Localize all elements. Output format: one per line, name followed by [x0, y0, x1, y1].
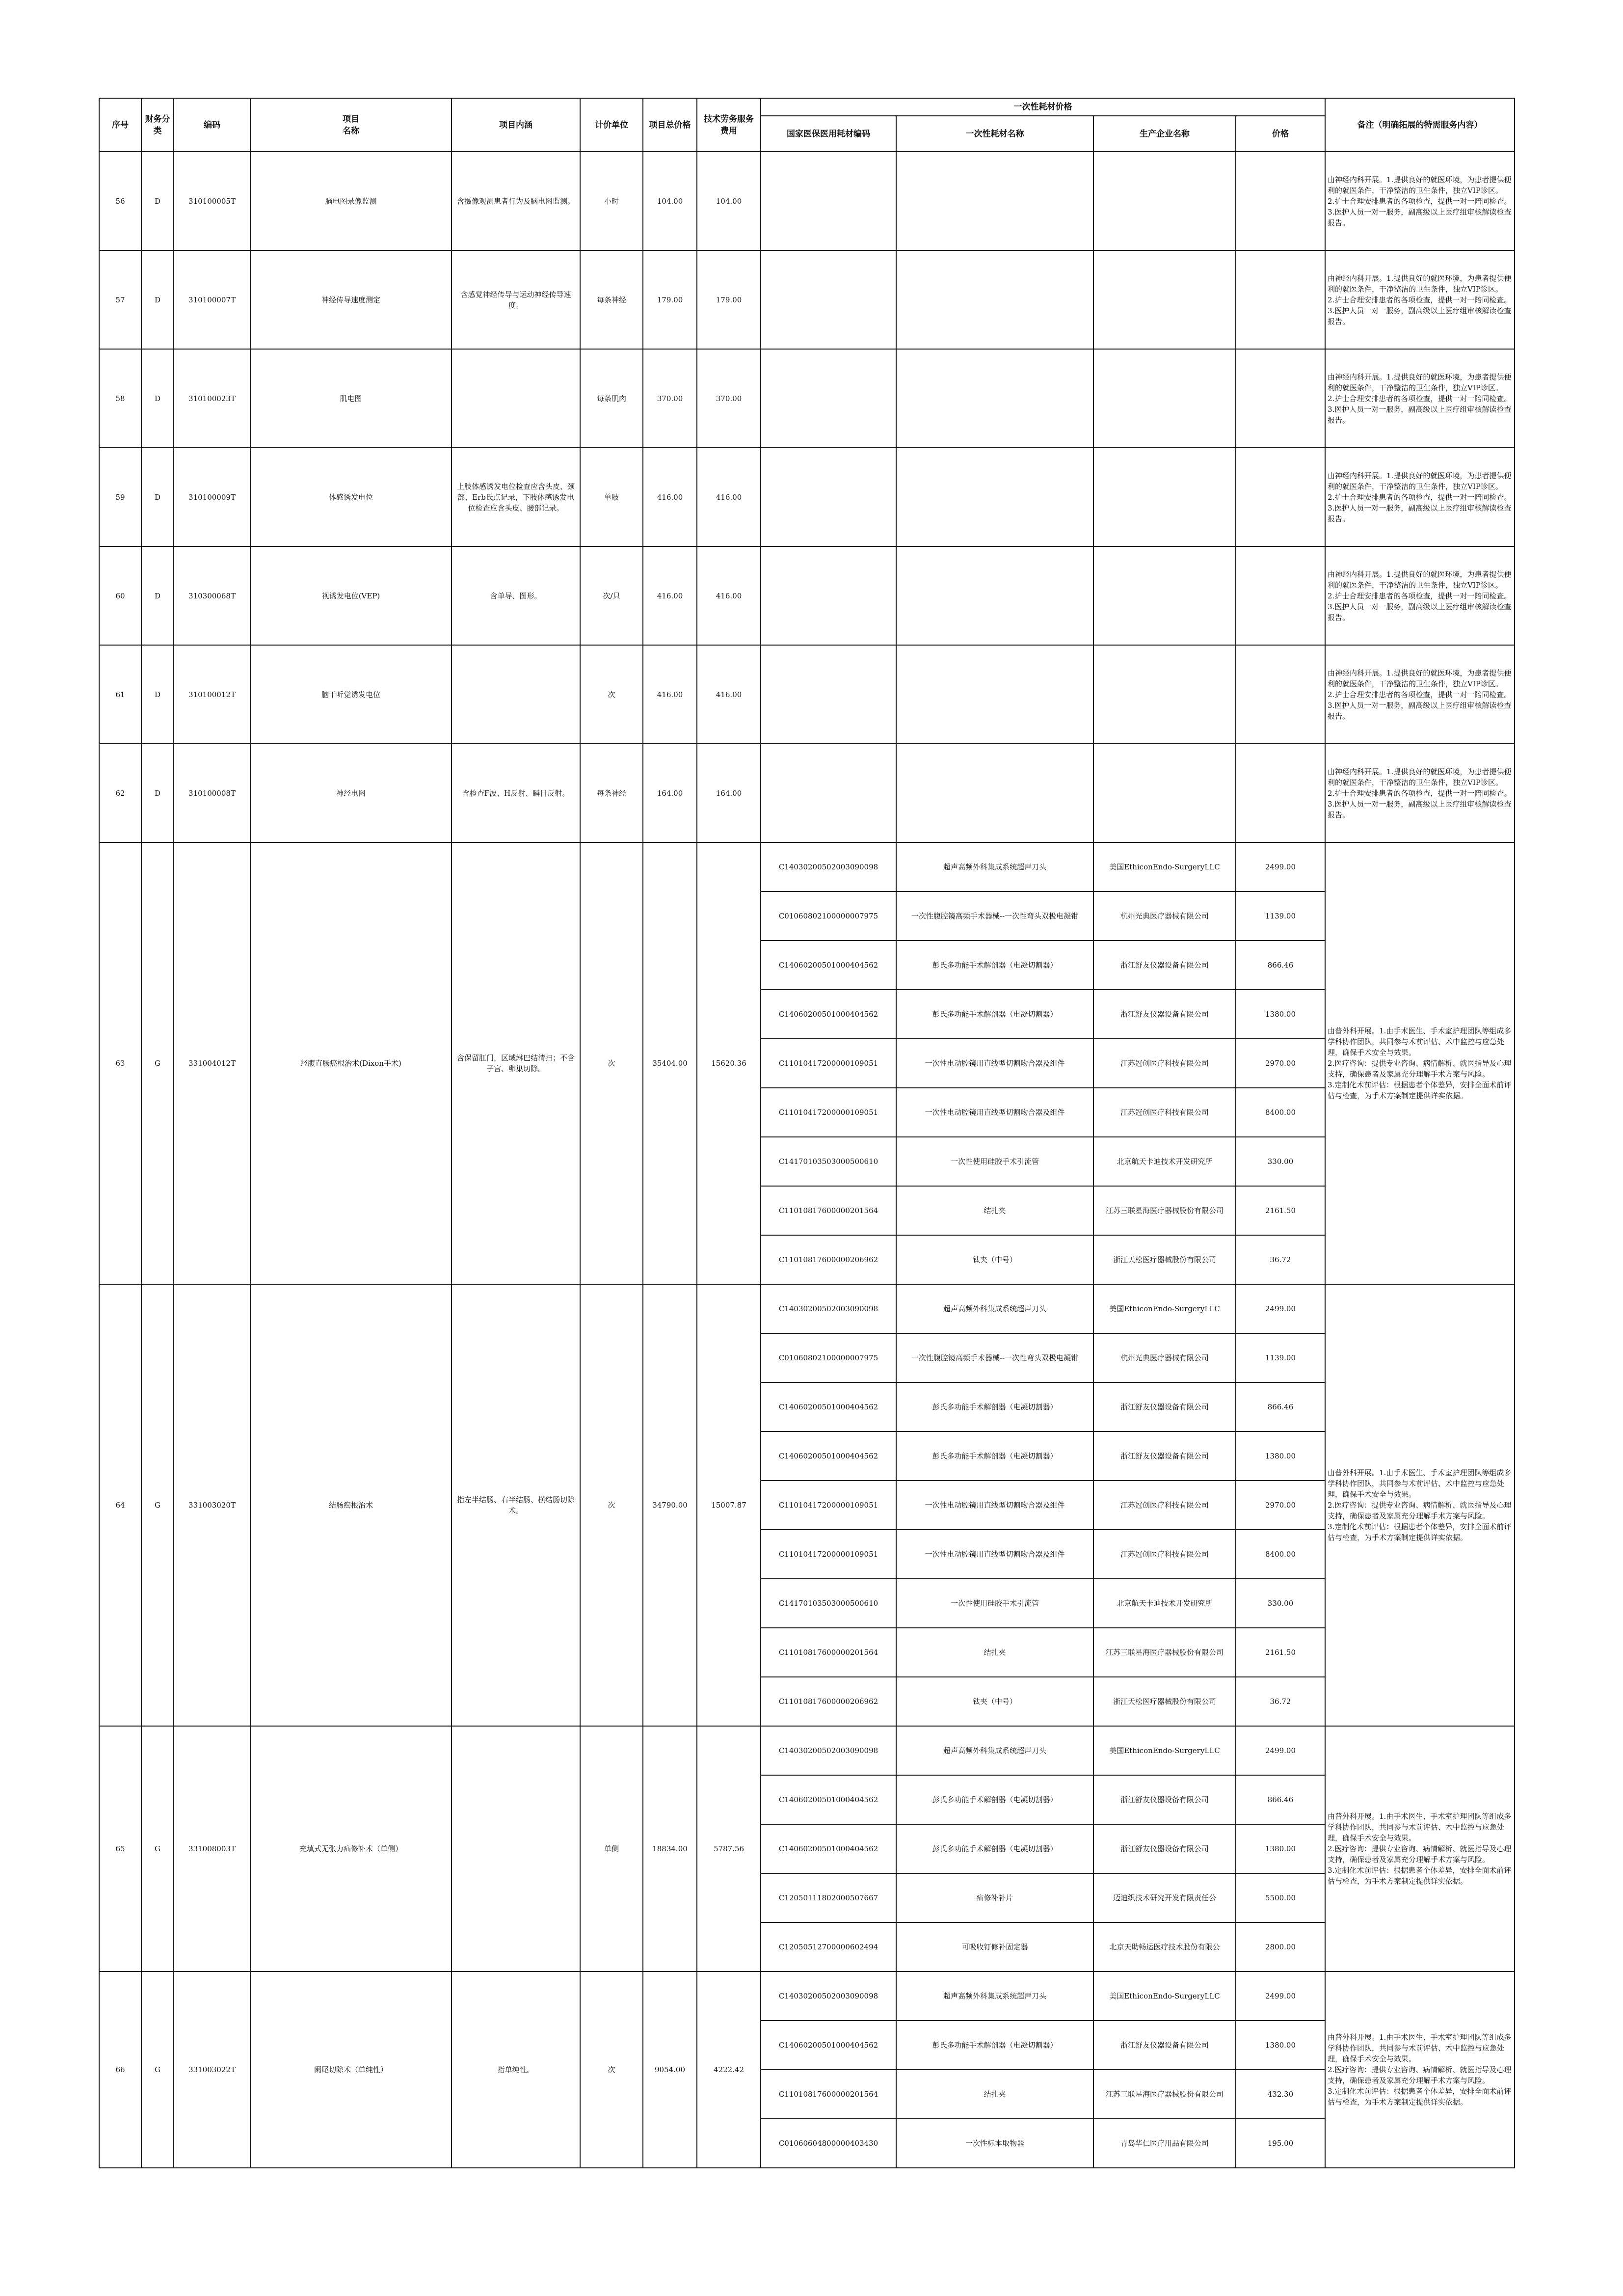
material-code-cell: C14030200502003090098: [761, 1972, 896, 2021]
material-code-cell: C11010817600000201564: [761, 2070, 896, 2119]
material-name-cell: 一次性电动腔镜用直线型切割吻合器及组件: [896, 1481, 1093, 1530]
total-price-cell: 104.00: [643, 152, 697, 250]
material-price-cell: [1236, 250, 1325, 349]
material-price-cell: 2800.00: [1236, 1922, 1325, 1972]
unit-cell: 小时: [580, 152, 643, 250]
material-code-cell: [761, 349, 896, 448]
table-row: [99, 152, 1515, 250]
item-code-cell: 310100008T: [174, 744, 250, 842]
material-code-cell: C14060200501000404562: [761, 1382, 896, 1432]
fin-class-cell: D: [141, 546, 174, 645]
material-price-cell: 330.00: [1236, 1579, 1325, 1628]
material-code-cell: C14060200501000404562: [761, 1432, 896, 1481]
service-fee-cell: 179.00: [697, 250, 761, 349]
material-code-cell: [761, 744, 896, 842]
material-name-cell: 彭氏多功能手术解剖器（电凝切割器）: [896, 2021, 1093, 2070]
total-price-cell: 9054.00: [643, 1972, 697, 2168]
material-price-cell: [1236, 645, 1325, 744]
seq-cell: 61: [99, 645, 141, 744]
material-name-cell: 彭氏多功能手术解剖器（电凝切割器）: [896, 1382, 1093, 1432]
material-price-cell: 866.46: [1236, 941, 1325, 990]
header-price: 价格: [1236, 116, 1325, 152]
material-price-cell: 432.30: [1236, 2070, 1325, 2119]
material-price-cell: 5500.00: [1236, 1873, 1325, 1922]
service-fee-cell: 104.00: [697, 152, 761, 250]
header-maker: 生产企业名称: [1093, 116, 1236, 152]
material-price-cell: 195.00: [1236, 2119, 1325, 2168]
material-code-cell: C14030200502003090098: [761, 842, 896, 891]
item-code-cell: 310100005T: [174, 152, 250, 250]
material-name-cell: 一次性使用硅胶手术引流管: [896, 1579, 1093, 1628]
material-price-cell: 1380.00: [1236, 2021, 1325, 2070]
total-price-cell: 416.00: [643, 546, 697, 645]
material-name-cell: 一次性电动腔镜用直线型切割吻合器及组件: [896, 1039, 1093, 1088]
note-cell: 由神经内科开展。1.提供良好的就医环境，为患者提供便利的就医条件，干净整洁的卫生条件，独立VIP诊区。 2.护士合理安排患者的各项检查，提供一对一陪同检查。3.医护人员一对一服务，副高级以上医疗组审核解读检查报告。: [1325, 744, 1515, 842]
item-name-cell: 体感诱发电位: [250, 448, 452, 546]
material-price-cell: [1236, 152, 1325, 250]
service-fee-cell: 416.00: [697, 546, 761, 645]
table-row: [99, 250, 1515, 349]
note-cell: 由普外科开展。1.由手术医生、手术室护理团队等组成多学科协作团队，共同参与术前评估、术中监控与应急处理，确保手术安全与效果。 2.医疗咨询：提供专业咨询、病情解析、就医指导及心理支持，确保患者及家属充分理解手术方案与风险。 3.定制化术前评估：根据患者个体差异，安排全面术前评估与检查，为手术方案制定提供详实依据。: [1325, 842, 1515, 1284]
maker-cell: 浙江舒友仪器设备有限公司: [1093, 1775, 1236, 1824]
note-cell: 由神经内科开展。1.提供良好的就医环境，为患者提供便利的就医条件，干净整洁的卫生条件，独立VIP诊区。 2.护士合理安排患者的各项检查，提供一对一陪同检查。3.医护人员一对一服务，副高级以上医疗组审核解读检查报告。: [1325, 152, 1515, 250]
total-price-cell: 34790.00: [643, 1284, 697, 1726]
material-name-cell: 一次性电动腔镜用直线型切割吻合器及组件: [896, 1088, 1093, 1137]
unit-cell: 每条神经: [580, 250, 643, 349]
item-code-cell: 331003020T: [174, 1284, 250, 1726]
total-price-cell: 416.00: [643, 645, 697, 744]
maker-cell: 浙江舒友仪器设备有限公司: [1093, 2021, 1236, 2070]
maker-cell: [1093, 448, 1236, 546]
material-code-cell: [761, 152, 896, 250]
material-code-cell: C12050512700000602494: [761, 1922, 896, 1972]
note-cell: 由普外科开展。1.由手术医生、手术室护理团队等组成多学科协作团队，共同参与术前评估、术中监控与应急处理，确保手术安全与效果。 2.医疗咨询：提供专业咨询、病情解析、就医指导及心理支持，确保患者及家属充分理解手术方案与风险。 3.定制化术前评估：根据患者个体差异，安排全面术前评估与检查，为手术方案制定提供详实依据。: [1325, 1284, 1515, 1726]
material-name-cell: [896, 645, 1093, 744]
item-code-cell: 310100023T: [174, 349, 250, 448]
material-code-cell: C11010417200000109051: [761, 1481, 896, 1530]
fin-class-cell: G: [141, 1284, 174, 1726]
table-row: [99, 842, 1515, 891]
material-price-cell: 2499.00: [1236, 1726, 1325, 1775]
material-code-cell: C11010817600000201564: [761, 1186, 896, 1235]
material-price-cell: 2499.00: [1236, 1284, 1325, 1333]
item-name-cell: 视诱发电位(VEP): [250, 546, 452, 645]
service-fee-cell: 15007.87: [697, 1284, 761, 1726]
maker-cell: 美国EthiconEndo-SurgeryLLC: [1093, 1726, 1236, 1775]
material-code-cell: C11010417200000109051: [761, 1088, 896, 1137]
material-name-cell: [896, 744, 1093, 842]
material-code-cell: C14170103503000500610: [761, 1579, 896, 1628]
material-name-cell: 钛夹（中号）: [896, 1677, 1093, 1726]
seq-cell: 62: [99, 744, 141, 842]
maker-cell: 浙江舒友仪器设备有限公司: [1093, 1382, 1236, 1432]
material-code-cell: C12050111802000507667: [761, 1873, 896, 1922]
table-row: [99, 645, 1515, 744]
total-price-cell: 370.00: [643, 349, 697, 448]
maker-cell: 江苏三联星海医疗器械股份有限公司: [1093, 2070, 1236, 2119]
material-code-cell: C14170103503000500610: [761, 1137, 896, 1186]
material-price-cell: 2161.50: [1236, 1186, 1325, 1235]
unit-cell: 次/只: [580, 546, 643, 645]
seq-cell: 59: [99, 448, 141, 546]
material-price-cell: 36.72: [1236, 1677, 1325, 1726]
seq-cell: 58: [99, 349, 141, 448]
material-code-cell: C11010817600000206962: [761, 1235, 896, 1284]
item-name-cell: 脑干听觉诱发电位: [250, 645, 452, 744]
material-name-cell: 超声高频外科集成系统超声刀头: [896, 1972, 1093, 2021]
header-unit: 计价单位: [580, 98, 643, 152]
fin-class-cell: G: [141, 842, 174, 1284]
material-price-cell: 330.00: [1236, 1137, 1325, 1186]
maker-cell: 北京航天卡迪技术开发研究所: [1093, 1579, 1236, 1628]
item-content-cell: [452, 1726, 580, 1972]
maker-cell: 浙江舒友仪器设备有限公司: [1093, 990, 1236, 1039]
fin-class-cell: D: [141, 152, 174, 250]
material-name-cell: 彭氏多功能手术解剖器（电凝切割器）: [896, 1824, 1093, 1873]
item-content-cell: 含检查F波、H反射、瞬目反射。: [452, 744, 580, 842]
material-price-cell: [1236, 744, 1325, 842]
table-body: [99, 152, 1515, 2168]
material-price-cell: 2970.00: [1236, 1481, 1325, 1530]
material-price-cell: 1380.00: [1236, 1432, 1325, 1481]
maker-cell: [1093, 349, 1236, 448]
item-code-cell: 310100012T: [174, 645, 250, 744]
item-code-cell: 310300068T: [174, 546, 250, 645]
material-price-cell: 2161.50: [1236, 1628, 1325, 1677]
maker-cell: [1093, 546, 1236, 645]
material-name-cell: 彭氏多功能手术解剖器（电凝切割器）: [896, 990, 1093, 1039]
maker-cell: [1093, 645, 1236, 744]
material-name-cell: [896, 250, 1093, 349]
maker-cell: 美国EthiconEndo-SurgeryLLC: [1093, 842, 1236, 891]
total-price-cell: 416.00: [643, 448, 697, 546]
material-name-cell: 彭氏多功能手术解剖器（电凝切割器）: [896, 1775, 1093, 1824]
material-code-cell: C11010817600000206962: [761, 1677, 896, 1726]
maker-cell: 浙江舒友仪器设备有限公司: [1093, 941, 1236, 990]
seq-cell: 64: [99, 1284, 141, 1726]
seq-cell: 63: [99, 842, 141, 1284]
seq-cell: 56: [99, 152, 141, 250]
item-name-cell: 经腹直肠癌根治术(Dixon手术): [250, 842, 452, 1284]
seq-cell: 57: [99, 250, 141, 349]
material-name-cell: [896, 349, 1093, 448]
material-price-cell: 1139.00: [1236, 891, 1325, 941]
material-name-cell: 超声高频外科集成系统超声刀头: [896, 1726, 1093, 1775]
service-fee-cell: 416.00: [697, 448, 761, 546]
header-code: 编码: [174, 98, 250, 152]
unit-cell: 单侧: [580, 1726, 643, 1972]
fin-class-cell: D: [141, 448, 174, 546]
table-row: [99, 448, 1515, 546]
material-name-cell: 一次性电动腔镜用直线型切割吻合器及组件: [896, 1530, 1093, 1579]
item-code-cell: 331003022T: [174, 1972, 250, 2168]
header-total: 项目总价格: [643, 98, 697, 152]
material-code-cell: C14060200501000404562: [761, 1824, 896, 1873]
material-code-cell: C11010417200000109051: [761, 1039, 896, 1088]
item-code-cell: 331004012T: [174, 842, 250, 1284]
header-service: 技术劳务服务费用: [697, 98, 761, 152]
service-fee-cell: 15620.36: [697, 842, 761, 1284]
maker-cell: 江苏冠创医疗科技有限公司: [1093, 1481, 1236, 1530]
material-code-cell: C14030200502003090098: [761, 1284, 896, 1333]
maker-cell: 美国EthiconEndo-SurgeryLLC: [1093, 1284, 1236, 1333]
material-price-cell: 8400.00: [1236, 1530, 1325, 1579]
material-name-cell: 超声高频外科集成系统超声刀头: [896, 1284, 1093, 1333]
unit-cell: 次: [580, 645, 643, 744]
material-price-cell: [1236, 349, 1325, 448]
material-code-cell: C14060200501000404562: [761, 941, 896, 990]
maker-cell: 北京航天卡迪技术开发研究所: [1093, 1137, 1236, 1186]
material-price-cell: [1236, 448, 1325, 546]
material-name-cell: 超声高频外科集成系统超声刀头: [896, 842, 1093, 891]
material-code-cell: C11010417200000109051: [761, 1530, 896, 1579]
table-row: [99, 546, 1515, 645]
header-mat-name: 一次性耗材名称: [896, 116, 1093, 152]
item-code-cell: 331008003T: [174, 1726, 250, 1972]
material-code-cell: C14060200501000404562: [761, 990, 896, 1039]
material-price-cell: 2499.00: [1236, 1972, 1325, 2021]
service-fee-cell: 4222.42: [697, 1972, 761, 2168]
item-content-cell: 含摄像观测患者行为及脑电图监测。: [452, 152, 580, 250]
material-name-cell: 一次性腹腔镜高频手术器械--一次性弯头双极电凝钳: [896, 891, 1093, 941]
material-price-cell: 866.46: [1236, 1382, 1325, 1432]
item-name-cell: 肌电图: [250, 349, 452, 448]
material-price-cell: 2970.00: [1236, 1039, 1325, 1088]
material-name-cell: 疝修补补片: [896, 1873, 1093, 1922]
item-content-cell: 指单纯性。: [452, 1972, 580, 2168]
service-fee-cell: 5787.56: [697, 1726, 761, 1972]
maker-cell: 迈迪织技术研究开发有限责任公: [1093, 1873, 1236, 1922]
fin-class-cell: D: [141, 645, 174, 744]
maker-cell: 浙江舒友仪器设备有限公司: [1093, 1432, 1236, 1481]
item-content-cell: 上肢体感诱发电位检查应含头皮、颈部、Erb氏点记录，下肢体感诱发电位检查应含头皮、腰部记录。: [452, 448, 580, 546]
item-name-cell: 神经传导速度测定: [250, 250, 452, 349]
note-cell: 由神经内科开展。1.提供良好的就医环境，为患者提供便利的就医条件，干净整洁的卫生条件，独立VIP诊区。 2.护士合理安排患者的各项检查，提供一对一陪同检查。3.医护人员一对一服务，副高级以上医疗组审核解读检查报告。: [1325, 645, 1515, 744]
total-price-cell: 179.00: [643, 250, 697, 349]
note-cell: 由神经内科开展。1.提供良好的就医环境，为患者提供便利的就医条件，干净整洁的卫生条件，独立VIP诊区。 2.护士合理安排患者的各项检查，提供一对一陪同检查。3.医护人员一对一服务，副高级以上医疗组审核解读检查报告。: [1325, 250, 1515, 349]
maker-cell: 江苏冠创医疗科技有限公司: [1093, 1088, 1236, 1137]
seq-cell: 66: [99, 1972, 141, 2168]
maker-cell: 江苏冠创医疗科技有限公司: [1093, 1039, 1236, 1088]
item-name-cell: 脑电图录像监测: [250, 152, 452, 250]
item-name-cell: 充填式无张力疝修补术（单侧）: [250, 1726, 452, 1972]
seq-cell: 60: [99, 546, 141, 645]
material-name-cell: 结扎夹: [896, 1628, 1093, 1677]
header-content: 项目内涵: [452, 98, 580, 152]
material-code-cell: C01060802100000007975: [761, 1333, 896, 1382]
material-price-cell: 2499.00: [1236, 842, 1325, 891]
item-content-cell: 指左半结肠、右半结肠、横结肠切除术。: [452, 1284, 580, 1726]
table-row: [99, 1972, 1515, 2021]
maker-cell: 江苏三联星海医疗器械股份有限公司: [1093, 1628, 1236, 1677]
material-code-cell: [761, 645, 896, 744]
material-code-cell: C14060200501000404562: [761, 2021, 896, 2070]
maker-cell: 杭州光典医疗器械有限公司: [1093, 1333, 1236, 1382]
maker-cell: 青岛华仁医疗用品有限公司: [1093, 2119, 1236, 2168]
material-code-cell: [761, 546, 896, 645]
table-row: [99, 1726, 1515, 1775]
table-header: [99, 98, 1515, 152]
item-name-cell: 结肠癌根治术: [250, 1284, 452, 1726]
item-code-cell: 310100007T: [174, 250, 250, 349]
total-price-cell: 164.00: [643, 744, 697, 842]
service-fee-cell: 370.00: [697, 349, 761, 448]
maker-cell: 浙江天松医疗器械股份有限公司: [1093, 1677, 1236, 1726]
material-name-cell: 一次性腹腔镜高频手术器械--一次性弯头双极电凝钳: [896, 1333, 1093, 1382]
item-content-cell: 含单导、图形。: [452, 546, 580, 645]
item-name-cell: 神经电图: [250, 744, 452, 842]
material-name-cell: 彭氏多功能手术解剖器（电凝切割器）: [896, 941, 1093, 990]
material-code-cell: C01060802100000007975: [761, 891, 896, 941]
item-content-cell: [452, 645, 580, 744]
material-code-cell: C01060604800000403430: [761, 2119, 896, 2168]
material-price-cell: 1139.00: [1236, 1333, 1325, 1382]
header-note: 备注（明确拓展的特需服务内容）: [1325, 98, 1515, 152]
material-code-cell: [761, 250, 896, 349]
item-content-cell: 含感觉神经传导与运动神经传导速度。: [452, 250, 580, 349]
item-name-cell: 阑尾切除术（单纯性）: [250, 1972, 452, 2168]
unit-cell: 每条肌肉: [580, 349, 643, 448]
unit-cell: 次: [580, 1972, 643, 2168]
material-name-cell: 一次性标本取物器: [896, 2119, 1093, 2168]
service-fee-cell: 164.00: [697, 744, 761, 842]
maker-cell: 浙江舒友仪器设备有限公司: [1093, 1824, 1236, 1873]
material-price-cell: 8400.00: [1236, 1088, 1325, 1137]
material-name-cell: 一次性使用硅胶手术引流管: [896, 1137, 1093, 1186]
material-price-cell: [1236, 546, 1325, 645]
material-name-cell: [896, 152, 1093, 250]
fin-class-cell: G: [141, 1726, 174, 1972]
maker-cell: [1093, 152, 1236, 250]
maker-cell: [1093, 250, 1236, 349]
table-row: [99, 744, 1515, 842]
fin-class-cell: G: [141, 1972, 174, 2168]
maker-cell: 杭州光典医疗器械有限公司: [1093, 891, 1236, 941]
header-name: 项目 名称: [250, 98, 452, 152]
unit-cell: 次: [580, 842, 643, 1284]
maker-cell: 北京天助畅运医疗技术股份有限公: [1093, 1922, 1236, 1972]
maker-cell: 江苏三联星海医疗器械股份有限公司: [1093, 1186, 1236, 1235]
material-price-cell: 36.72: [1236, 1235, 1325, 1284]
material-code-cell: C14030200502003090098: [761, 1726, 896, 1775]
item-content-cell: [452, 349, 580, 448]
item-content-cell: 含保留肛门，区域淋巴结清扫；不含子宫、卵巢切除。: [452, 842, 580, 1284]
maker-cell: 美国EthiconEndo-SurgeryLLC: [1093, 1972, 1236, 2021]
material-price-cell: 1380.00: [1236, 1824, 1325, 1873]
header-fin: 财务分类: [141, 98, 174, 152]
fin-class-cell: D: [141, 250, 174, 349]
note-cell: 由神经内科开展。1.提供良好的就医环境，为患者提供便利的就医条件，干净整洁的卫生条件，独立VIP诊区。 2.护士合理安排患者的各项检查，提供一对一陪同检查。3.医护人员一对一服务，副高级以上医疗组审核解读检查报告。: [1325, 349, 1515, 448]
material-name-cell: 可吸收钉修补固定器: [896, 1922, 1093, 1972]
material-code-cell: C14060200501000404562: [761, 1775, 896, 1824]
total-price-cell: 35404.00: [643, 842, 697, 1284]
unit-cell: 每条神经: [580, 744, 643, 842]
note-cell: 由神经内科开展。1.提供良好的就医环境，为患者提供便利的就医条件，干净整洁的卫生条件，独立VIP诊区。 2.护士合理安排患者的各项检查，提供一对一陪同检查。3.医护人员一对一服务，副高级以上医疗组审核解读检查报告。: [1325, 448, 1515, 546]
note-cell: 由普外科开展。1.由手术医生、手术室护理团队等组成多学科协作团队，共同参与术前评估、术中监控与应急处理，确保手术安全与效果。 2.医疗咨询：提供专业咨询、病情解析、就医指导及心理支持，确保患者及家属充分理解手术方案与风险。 3.定制化术前评估：根据患者个体差异，安排全面术前评估与检查，为手术方案制定提供详实依据。: [1325, 1726, 1515, 1972]
header-seq: 序号: [99, 98, 141, 152]
total-price-cell: 18834.00: [643, 1726, 697, 1972]
material-name-cell: 结扎夹: [896, 1186, 1093, 1235]
note-cell: 由神经内科开展。1.提供良好的就医环境，为患者提供便利的就医条件，干净整洁的卫生条件，独立VIP诊区。 2.护士合理安排患者的各项检查，提供一对一陪同检查。3.医护人员一对一服务，副高级以上医疗组审核解读检查报告。: [1325, 546, 1515, 645]
maker-cell: 浙江天松医疗器械股份有限公司: [1093, 1235, 1236, 1284]
note-cell: 由普外科开展。1.由手术医生、手术室护理团队等组成多学科协作团队，共同参与术前评估、术中监控与应急处理，确保手术安全与效果。 2.医疗咨询：提供专业咨询、病情解析、就医指导及心理支持，确保患者及家属充分理解手术方案与风险。 3.定制化术前评估：根据患者个体差异，安排全面术前评估与检查，为手术方案制定提供详实依据。: [1325, 1972, 1515, 2168]
table-row: [99, 349, 1515, 448]
fin-class-cell: D: [141, 349, 174, 448]
material-name-cell: [896, 546, 1093, 645]
maker-cell: [1093, 744, 1236, 842]
material-name-cell: 钛夹（中号）: [896, 1235, 1093, 1284]
maker-cell: 江苏冠创医疗科技有限公司: [1093, 1530, 1236, 1579]
material-name-cell: 结扎夹: [896, 2070, 1093, 2119]
material-code-cell: C11010817600000201564: [761, 1628, 896, 1677]
header-mat-code: 国家医保医用耗材编码: [761, 116, 896, 152]
material-name-cell: [896, 448, 1093, 546]
item-code-cell: 310100009T: [174, 448, 250, 546]
material-code-cell: [761, 448, 896, 546]
material-name-cell: 彭氏多功能手术解剖器（电凝切割器）: [896, 1432, 1093, 1481]
service-fee-cell: 416.00: [697, 645, 761, 744]
table-row: [99, 1284, 1515, 1333]
material-price-cell: 866.46: [1236, 1775, 1325, 1824]
pricing-table: [99, 98, 1515, 2168]
header-materials-group: 一次性耗材价格: [761, 98, 1325, 116]
unit-cell: 次: [580, 1284, 643, 1726]
unit-cell: 单肢: [580, 448, 643, 546]
fin-class-cell: D: [141, 744, 174, 842]
material-price-cell: 1380.00: [1236, 990, 1325, 1039]
seq-cell: 65: [99, 1726, 141, 1972]
